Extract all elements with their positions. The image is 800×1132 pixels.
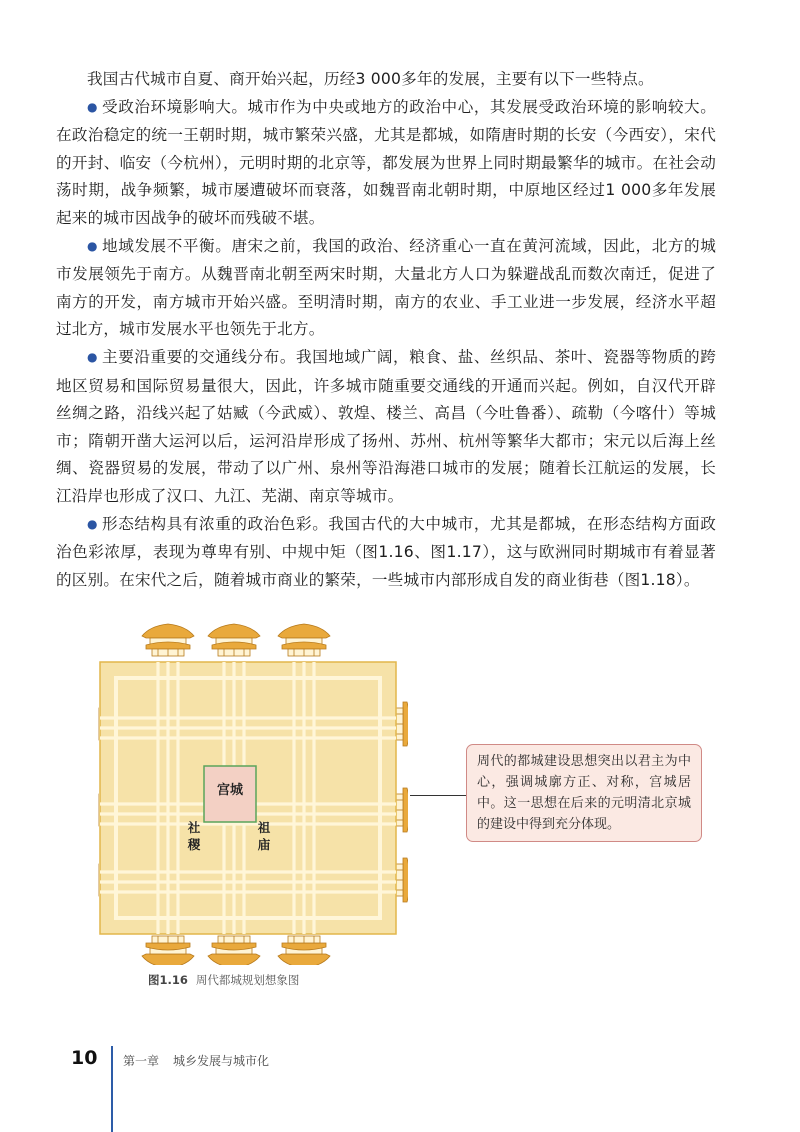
zumiao-label-1: 祖 — [257, 821, 271, 835]
sheji-label-1: 社 — [187, 821, 201, 835]
gate-tower-icon — [142, 936, 194, 965]
bullet-icon: ● — [87, 349, 99, 364]
paragraph-text: 地域发展不平衡。唐宋之前，我国的政治、经济重心一直在黄河流域，因此，北方的城市发展领先于南方。从魏晋南北朝至两宋时期，大量北方人口为躲避战乱而数次南迁，促进了南方的开发，南方城市开始兴盛。至明清时期，南方的农业、手工业进一步发展，经济水平超过北方，城市发展水平也领先于北方。 — [56, 236, 716, 339]
feature-paragraph-region — [56, 233, 716, 344]
paragraph-text: 我国古代城市自夏、商开始兴起，历经3 000多年的发展，主要有以下一些特点。 — [87, 70, 654, 88]
paragraph-text: 形态结构具有浓重的政治色彩。我国古代的大中城市，尤其是都城，在形态结构方面政治色彩浓厚，表现为尊卑有别、中规中矩（图1.16、图1.17），这与欧洲同时期城市有着显著的区别。在宋代之后，随着城市商业的繁荣，一些城市内部形成自发的商业街巷（图1.18）。 — [56, 514, 716, 589]
zumiao-label-2: 庙 — [257, 838, 271, 852]
feature-paragraph-structure — [56, 511, 716, 595]
figure-caption — [148, 972, 299, 988]
gate-tower-icon — [208, 936, 260, 965]
gate-tower-icon — [396, 854, 408, 906]
chapter-label: 第一章 — [123, 1054, 160, 1068]
figure-number: 图1.16 — [148, 973, 188, 987]
feature-paragraph-transport — [56, 344, 716, 511]
palace-label: 宫城 — [216, 782, 244, 797]
zhou-capital-plan-figure — [98, 620, 408, 965]
footer-divider — [111, 1046, 113, 1132]
running-footer — [123, 1052, 283, 1069]
feature-paragraph-politics — [56, 94, 716, 233]
figure-title: 周代都城规划想象图 — [195, 973, 300, 987]
gate-tower-icon — [396, 784, 408, 836]
gate-tower-icon — [208, 624, 260, 656]
paragraph-text: 受政治环境影响大。城市作为中央或地方的政治中心，其发展受政治环境的影响较大。在政治稳定的统一王朝时期，城市繁荣兴盛，尤其是都城，如隋唐时期的长安（今西安），宋代的开封、临安（今杭州），元明时期的北京等，都发展为世界上同时期最繁华的城市。在社会动荡时期，战争频繁，城市屡遭破坏而衰落，如魏晋南北朝时期，中原地区经过1 000多年发展起来的城市因战争的破坏而残破不堪。 — [56, 97, 716, 227]
chapter-title: 城乡发展与城市化 — [173, 1054, 270, 1068]
callout-leader-line — [410, 795, 466, 796]
paragraph-text: 主要沿重要的交通线分布。我国地域广阔，粮食、盐、丝织品、茶叶、瓷器等物质的跨地区贸易和国际贸易量很大，因此，许多城市随重要交通线的开通而兴起。例如，自汉代开辟丝绸之路，沿线兴起了姑臧（今武威）、敦煌、楼兰、高昌（今吐鲁番）、疏勒（今喀什）等城市；隋朝开凿大运河以后，运河沿岸形成了扬州、苏州、杭州等繁华大都市；宋元以后海上丝绸、瓷器贸易的发展，带动了以广州、泉州等沿海港口城市的发展；随着长江航运的发展，长江沿岸也形成了汉口、九江、芜湖、南京等城市。 — [56, 347, 716, 505]
bullet-icon: ● — [87, 516, 99, 531]
page-number: 10 — [71, 1047, 98, 1069]
figure-callout-note: 周代的都城建设思想突出以君主为中心，强调城廓方正、对称，宫城居中。这一思想在后来的元明清北京城的建设中得到充分体现。 — [466, 744, 702, 842]
gate-tower-icon — [278, 936, 330, 965]
body-text — [56, 66, 716, 594]
bullet-icon: ● — [87, 238, 99, 253]
sheji-label-2: 稷 — [187, 838, 201, 852]
gate-tower-icon — [396, 698, 408, 750]
bullet-icon: ● — [87, 99, 99, 114]
gate-tower-icon — [142, 624, 194, 656]
gate-tower-icon — [278, 624, 330, 656]
intro-paragraph — [56, 66, 716, 94]
